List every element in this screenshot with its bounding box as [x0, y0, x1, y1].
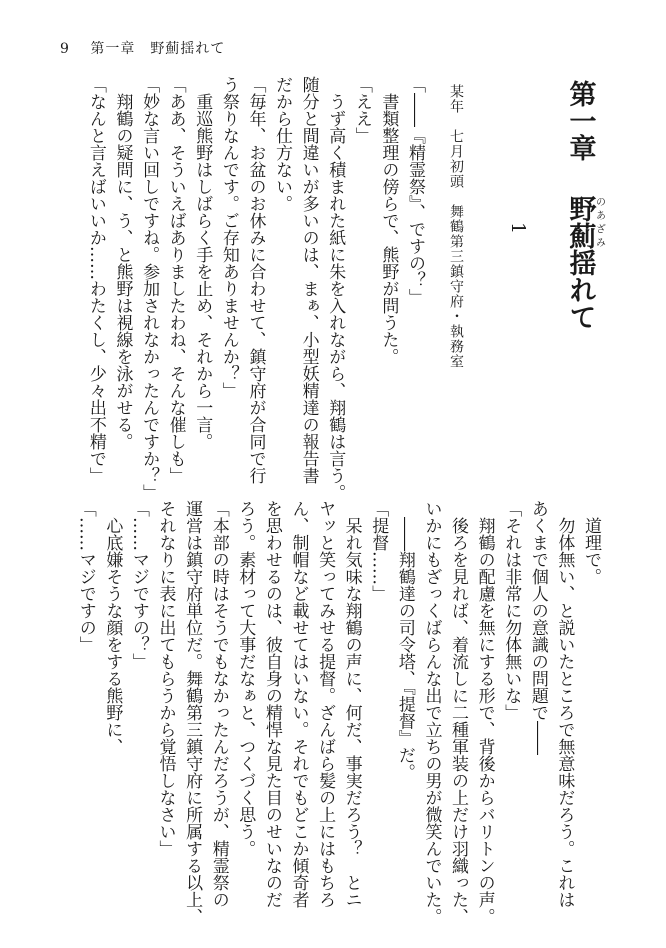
text-line: 呆れ気味な翔鶴の声に、何だ、事実だろう？ とニ: [341, 517, 362, 908]
text-line: 「提督……」: [368, 500, 389, 602]
text-line: 重巡熊野はしばらく手を止め、それから一言。: [192, 93, 213, 450]
text-line: 翔鶴の疑問に、う、と熊野は視線を泳がせる。: [112, 93, 133, 450]
text-line: 「毎年、お盆のお休みに合わせて、鎮守府が合同で行: [245, 76, 266, 484]
text-line: 道理で。: [581, 517, 601, 585]
text-line: 翔鶴の配慮を無にする形で、背後からバリトンの声。: [474, 517, 495, 925]
text-line: だから仕方ない。: [272, 76, 293, 212]
text-line: う祭りなんです。ご存知ありませんか？」: [218, 76, 239, 399]
text-line: 「妙な言い回しですね。参加されなかったんですか？」: [139, 76, 160, 501]
chapter-heading: [560, 80, 605, 330]
chapter-title-rest: 揺れて: [564, 249, 596, 330]
text-line: 心底嫌そうな顔をする熊野に、: [102, 517, 123, 755]
text-line: いかにもざっくばらんな出で立ちの男が微笑んでいた。: [421, 500, 442, 925]
text-line: うず高く積まれた紙に朱を入れながら、翔鶴は言う。: [325, 93, 346, 501]
text-line: ろう。素材って大事だなぁと、つくづく思う。: [235, 500, 256, 857]
text-line: 「……マジですの？」: [128, 500, 149, 670]
body-text-top: [82, 76, 428, 501]
text-line: 書類整理の傍らで、熊野が問うた。: [378, 93, 399, 365]
body-text-bottom: [72, 500, 604, 925]
text-line: 「ええ」: [351, 76, 372, 144]
text-line: を思わせるのは、彼自身の精悍な見た目のせいなのだ: [261, 500, 282, 908]
text-line: 「なんと言えばいいか……わたくし、少々出不精で」: [85, 76, 106, 484]
text-line: 「それは非常に勿体無いな」: [501, 500, 522, 721]
text-line: 「……マジですの」: [75, 500, 96, 653]
scene-setting: 某年 七月初頭 舞鶴第三鎮守府・執務室: [448, 84, 464, 369]
running-head-title: 野薊揺れて: [150, 41, 226, 57]
text-line: 「ああ、そういえばありましたわね、そんな催しも」: [165, 76, 186, 484]
running-head-chapter: 第一章: [90, 41, 136, 57]
text-line: ん、制帽など載せてはいない。それでもどこか傾奇者: [288, 500, 309, 908]
text-line: 後ろを見れば、着流しに二種軍装の上だけ羽織った、: [448, 517, 469, 925]
text-line: それなりに表に出てもらうから覚悟しなさい」: [155, 500, 176, 857]
text-line: あくまで個人の意識の問題で――: [527, 500, 548, 755]
text-line: ヤッと笑ってみせる提督。ざんばら髪の上にはもちろ: [315, 500, 336, 908]
chapter-title: [564, 195, 605, 249]
section-number: 1: [507, 222, 529, 235]
text-line: 運営は鎮守府単位だ。舞鶴第三鎮守府に所属する以上、: [182, 500, 203, 925]
chapter-number: 第一章: [564, 80, 596, 161]
running-head: [60, 38, 225, 58]
chapter-title-ruby: のあざみ: [593, 195, 605, 249]
text-line: 「――『精霊祭』、ですの？」: [405, 76, 425, 306]
chapter-title-base: 野薊: [564, 195, 596, 249]
text-line: ――翔鶴達の司令塔、『提督』だ。: [394, 517, 415, 781]
text-line: 「本部の時はそうでもなかったんだろうが、精霊祭の: [208, 500, 229, 908]
text-line: 勿体無い、と説いたところで無意味だろう。これは: [554, 517, 575, 908]
text-line: 随分と間違いが多いのは、まぁ、小型妖精達の報告書: [298, 76, 319, 484]
page-number: 9: [60, 41, 70, 57]
